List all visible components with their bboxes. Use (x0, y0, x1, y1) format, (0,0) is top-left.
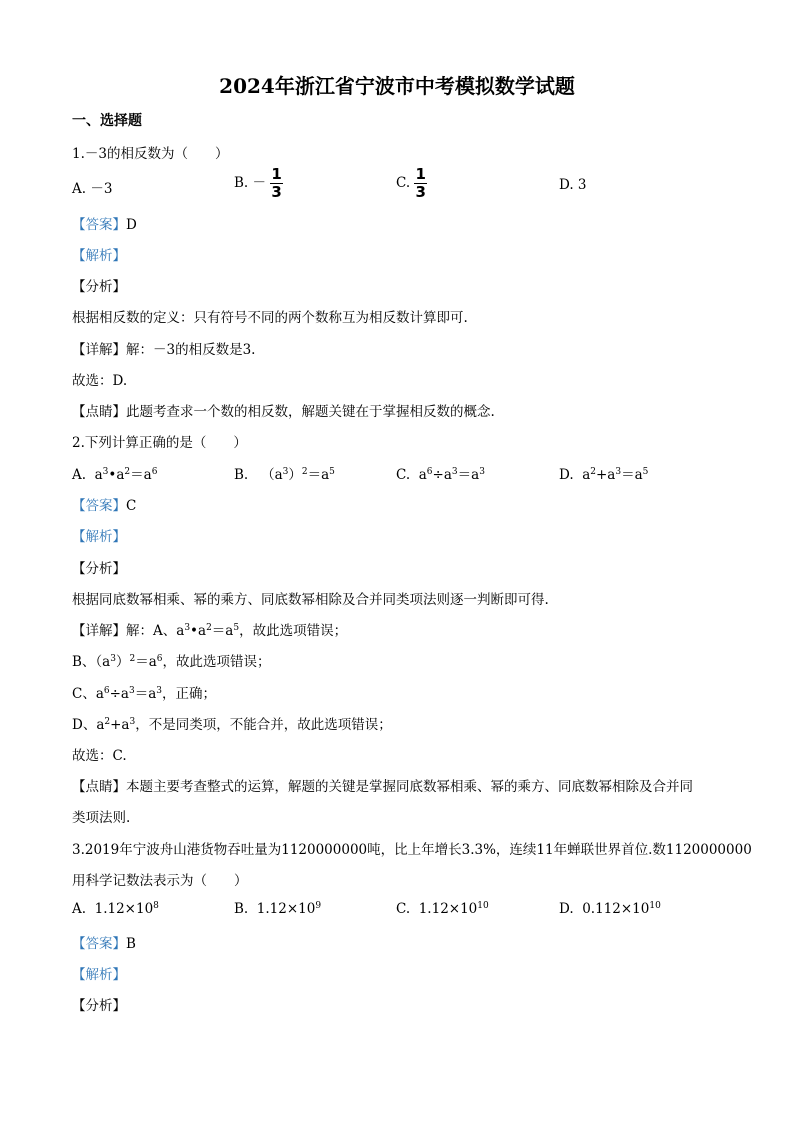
q1-option-b-numerator: 1 (271, 165, 282, 183)
q1-option-b (234, 166, 283, 201)
q2-choose: 故选：C. (72, 748, 127, 764)
q3-answer (72, 932, 136, 952)
answer-tag: 【答案】 (72, 217, 126, 233)
q2-fenxi: 【分析】 (72, 561, 126, 577)
comment-text: 此题考查求一个数的相反数，解题关键在于掌握相反数的概念. (126, 404, 495, 420)
answer-value: C (126, 498, 137, 514)
q3-stem: 3.2019年宁波舟山港货物吞吐量为1120000000吨，比上年增长3.3%，连续11年蝉联世界首位.数1120000000 (72, 842, 752, 858)
detail-tag: 【详解】 (72, 623, 126, 639)
q1-option-b-prefix: B. － (234, 175, 267, 191)
q2-comment (72, 775, 693, 795)
page-title: 2024年浙江省宁波市中考模拟数学试题 (219, 74, 575, 98)
q1-option-c-denominator: 3 (415, 183, 426, 201)
q2-detail-b: B、$(a^3)^2=a^6$，故此选项错误； (72, 654, 271, 670)
q3-stem-cont: 用科学记数法表示为（ ） (72, 873, 248, 889)
q1-option-d: D. 3 (559, 177, 587, 193)
q3-jiexi: 【解析】 (72, 967, 126, 983)
q1-comment (72, 400, 495, 420)
q2-option-a: A. $a^3•a^2=a^6$ (72, 467, 158, 483)
comment-text: 本题主要考查整式的运算，解题的关键是掌握同底数幂相乘、幂的乘方、同底数幂相除及合并同 (126, 779, 693, 795)
q2-jiexi: 【解析】 (72, 529, 126, 545)
q2-detail-c: C、$a^6\div a^3=a^3$，正确； (72, 686, 217, 702)
q2-detail: 【详解】解：A、$a^3•a^2=a^5$，故此选项错误； (72, 623, 348, 639)
q3-option-a: A. $1.12\times 10^8$ (72, 901, 159, 917)
q2-answer (72, 494, 136, 514)
q1-option-b-fraction (270, 166, 282, 201)
q1-option-c (396, 166, 427, 201)
comment-tag: 【点睛】 (72, 404, 126, 420)
q1-option-c-prefix: C. (396, 175, 411, 191)
q1-option-a: A. －3 (72, 181, 113, 197)
section-heading: 一、选择题 (72, 113, 142, 129)
q1-detail (72, 338, 255, 358)
q1-jiexi: 【解析】 (72, 248, 126, 264)
q1-fenxi-text: 根据相反数的定义：只有符号不同的两个数称互为相反数计算即可. (72, 310, 468, 326)
comment-tag: 【点睛】 (72, 779, 126, 795)
q1-choose: 故选：D. (72, 373, 128, 389)
q2-option-c: C. $a^6\div a^3=a^3$ (396, 467, 485, 483)
answer-value: B (126, 936, 136, 952)
q1-option-b-denominator: 3 (271, 183, 282, 201)
q2-detail-d: D、$a^2+a^3$，不是同类项，不能合并，故此选项错误； (72, 717, 392, 733)
q1-fenxi: 【分析】 (72, 279, 126, 295)
answer-tag: 【答案】 (72, 936, 126, 952)
q3-option-b: B. $1.12\times 10^9$ (234, 901, 322, 917)
q2-stem: 2.下列计算正确的是（ ） (72, 435, 247, 451)
answer-tag: 【答案】 (72, 498, 126, 514)
q2-fenxi-text: 根据同底数幂相乘、幂的乘方、同底数幂相除及合并同类项法则逐一判断即可得. (72, 592, 549, 608)
q3-option-d: D. $0.112\times 10^{10}$ (559, 901, 661, 917)
q1-stem: 1.－3的相反数为（ ） (72, 146, 229, 162)
answer-value: D (126, 217, 137, 233)
q1-option-c-numerator: 1 (415, 165, 426, 183)
q1-option-c-fraction (414, 166, 426, 201)
q3-fenxi: 【分析】 (72, 998, 126, 1014)
q3-option-c: C. $1.12\times 10^{10}$ (396, 901, 489, 917)
q2-option-d: D. $a^2+a^3=a^5$ (559, 467, 649, 483)
detail-tag: 【详解】 (72, 342, 126, 358)
q1-answer (72, 213, 137, 233)
q2-option-b: B. $(a^3)^2=a^5$ (234, 467, 335, 483)
detail-text: 解：－3的相反数是3. (126, 342, 256, 358)
q2-comment-cont: 类项法则. (72, 810, 131, 826)
